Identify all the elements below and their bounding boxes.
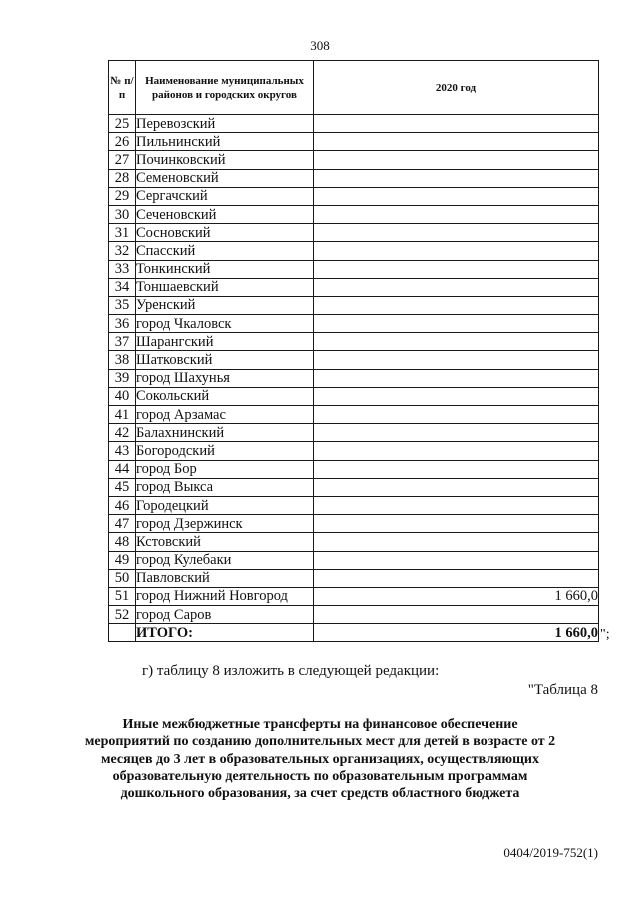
table-row bbox=[109, 496, 599, 514]
row-district-name: город Выкса bbox=[136, 478, 314, 496]
row-value: 1 660,0 bbox=[314, 587, 599, 605]
row-value bbox=[314, 169, 599, 187]
row-district-name: Сергачский bbox=[136, 187, 314, 205]
row-district-name: город Нижний Новгород bbox=[136, 587, 314, 605]
row-value bbox=[314, 333, 599, 351]
row-number: 44 bbox=[109, 460, 136, 478]
row-value bbox=[314, 478, 599, 496]
table-row bbox=[109, 115, 599, 133]
table-row bbox=[109, 478, 599, 496]
document-code: 0404/2019-752(1) bbox=[503, 845, 598, 860]
row-value bbox=[314, 115, 599, 133]
row-number: 33 bbox=[109, 260, 136, 278]
table-row bbox=[109, 151, 599, 169]
table-row bbox=[109, 406, 599, 424]
row-district-name: Павловский bbox=[136, 569, 314, 587]
row-number: 27 bbox=[109, 151, 136, 169]
row-district-name: Семеновский bbox=[136, 169, 314, 187]
row-district-name: Пильнинский bbox=[136, 133, 314, 151]
row-number: 37 bbox=[109, 333, 136, 351]
row-value bbox=[314, 278, 599, 296]
row-value bbox=[314, 224, 599, 242]
row-district-name: Шатковский bbox=[136, 351, 314, 369]
table-8-heading: Иные межбюджетные трансферты на финансовое обеспечение мероприятий по созданию дополнительных мест для детей в возрасте от 2 месяцев до 3 лет в образовательных организациях, осуществляющих образовательную деятельность по образовательным программам дошкольного образования, за счет средств областного бюджета bbox=[84, 717, 556, 802]
total-value: 1 660,0 bbox=[314, 624, 599, 642]
row-number: 45 bbox=[109, 478, 136, 496]
row-number: 25 bbox=[109, 115, 136, 133]
row-district-name: город Кулебаки bbox=[136, 551, 314, 569]
row-value bbox=[314, 205, 599, 223]
row-district-name: Шарангский bbox=[136, 333, 314, 351]
table-row bbox=[109, 260, 599, 278]
row-district-name: Богородский bbox=[136, 442, 314, 460]
table-row bbox=[109, 296, 599, 314]
row-district-name: Уренский bbox=[136, 296, 314, 314]
table-header-row bbox=[109, 61, 599, 115]
row-value bbox=[314, 151, 599, 169]
table-footer bbox=[109, 624, 599, 642]
row-district-name: город Дзержинск bbox=[136, 515, 314, 533]
row-value bbox=[314, 569, 599, 587]
row-district-name: город Арзамас bbox=[136, 406, 314, 424]
row-district-name: Балахнинский bbox=[136, 424, 314, 442]
row-district-name: город Саров bbox=[136, 606, 314, 624]
row-value bbox=[314, 533, 599, 551]
row-district-name: Кстовский bbox=[136, 533, 314, 551]
table-row bbox=[109, 587, 599, 605]
table-row bbox=[109, 551, 599, 569]
row-value bbox=[314, 187, 599, 205]
row-number: 40 bbox=[109, 387, 136, 405]
row-number: 49 bbox=[109, 551, 136, 569]
row-number: 28 bbox=[109, 169, 136, 187]
row-district-name: Сеченовский bbox=[136, 205, 314, 223]
table-row bbox=[109, 315, 599, 333]
row-value bbox=[314, 296, 599, 314]
row-district-name: Тоншаевский bbox=[136, 278, 314, 296]
row-value bbox=[314, 387, 599, 405]
table-row bbox=[109, 369, 599, 387]
row-number: 41 bbox=[109, 406, 136, 424]
row-value bbox=[314, 606, 599, 624]
row-value bbox=[314, 515, 599, 533]
row-value bbox=[314, 406, 599, 424]
table-row bbox=[109, 569, 599, 587]
row-district-name: Городецкий bbox=[136, 496, 314, 514]
row-number: 26 bbox=[109, 133, 136, 151]
row-value bbox=[314, 315, 599, 333]
total-row bbox=[109, 624, 599, 642]
row-district-name: город Чкаловск bbox=[136, 315, 314, 333]
closing-quote-mark: "; bbox=[600, 627, 610, 642]
row-district-name: город Шахунья bbox=[136, 369, 314, 387]
row-number: 51 bbox=[109, 587, 136, 605]
row-district-name: Спасский bbox=[136, 242, 314, 260]
table-row bbox=[109, 205, 599, 223]
row-number: 35 bbox=[109, 296, 136, 314]
table-8-label: "Таблица 8 bbox=[527, 682, 598, 698]
row-value bbox=[314, 242, 599, 260]
header-district-name: Наименование муниципальных районов и городских округов bbox=[136, 61, 314, 115]
table-body bbox=[109, 115, 599, 624]
table-row bbox=[109, 242, 599, 260]
row-number: 47 bbox=[109, 515, 136, 533]
row-number: 42 bbox=[109, 424, 136, 442]
table-row bbox=[109, 460, 599, 478]
table-header bbox=[109, 61, 599, 115]
row-number: 29 bbox=[109, 187, 136, 205]
row-district-name: Перевозский bbox=[136, 115, 314, 133]
page-number: 308 bbox=[310, 38, 330, 53]
table-row bbox=[109, 351, 599, 369]
row-number: 46 bbox=[109, 496, 136, 514]
row-value bbox=[314, 442, 599, 460]
row-number: 34 bbox=[109, 278, 136, 296]
transfers-table bbox=[108, 60, 599, 642]
table-row bbox=[109, 515, 599, 533]
row-number: 48 bbox=[109, 533, 136, 551]
row-district-name: Починковский bbox=[136, 151, 314, 169]
row-number: 32 bbox=[109, 242, 136, 260]
table-row bbox=[109, 278, 599, 296]
row-value bbox=[314, 424, 599, 442]
row-value bbox=[314, 260, 599, 278]
row-number: 31 bbox=[109, 224, 136, 242]
table-row bbox=[109, 533, 599, 551]
table-row bbox=[109, 169, 599, 187]
table-row bbox=[109, 424, 599, 442]
table-row bbox=[109, 606, 599, 624]
total-empty-cell bbox=[109, 624, 136, 642]
table-row bbox=[109, 442, 599, 460]
table-row bbox=[109, 387, 599, 405]
row-district-name: Сокольский bbox=[136, 387, 314, 405]
row-number: 52 bbox=[109, 606, 136, 624]
row-value bbox=[314, 133, 599, 151]
row-district-name: Тонкинский bbox=[136, 260, 314, 278]
row-value bbox=[314, 496, 599, 514]
table-row bbox=[109, 333, 599, 351]
row-value bbox=[314, 460, 599, 478]
row-value bbox=[314, 551, 599, 569]
row-value bbox=[314, 351, 599, 369]
row-number: 39 bbox=[109, 369, 136, 387]
table-row bbox=[109, 133, 599, 151]
row-number: 43 bbox=[109, 442, 136, 460]
header-number: № п/п bbox=[109, 61, 136, 115]
row-value bbox=[314, 369, 599, 387]
row-number: 38 bbox=[109, 351, 136, 369]
row-number: 30 bbox=[109, 205, 136, 223]
amendment-instruction: г) таблицу 8 изложить в следующей редакции: bbox=[142, 663, 440, 679]
row-number: 50 bbox=[109, 569, 136, 587]
row-district-name: Сосновский bbox=[136, 224, 314, 242]
header-year-2020: 2020 год bbox=[314, 61, 599, 115]
table-row bbox=[109, 224, 599, 242]
row-district-name: город Бор bbox=[136, 460, 314, 478]
row-number: 36 bbox=[109, 315, 136, 333]
table-row bbox=[109, 187, 599, 205]
total-label: ИТОГО: bbox=[136, 624, 314, 642]
